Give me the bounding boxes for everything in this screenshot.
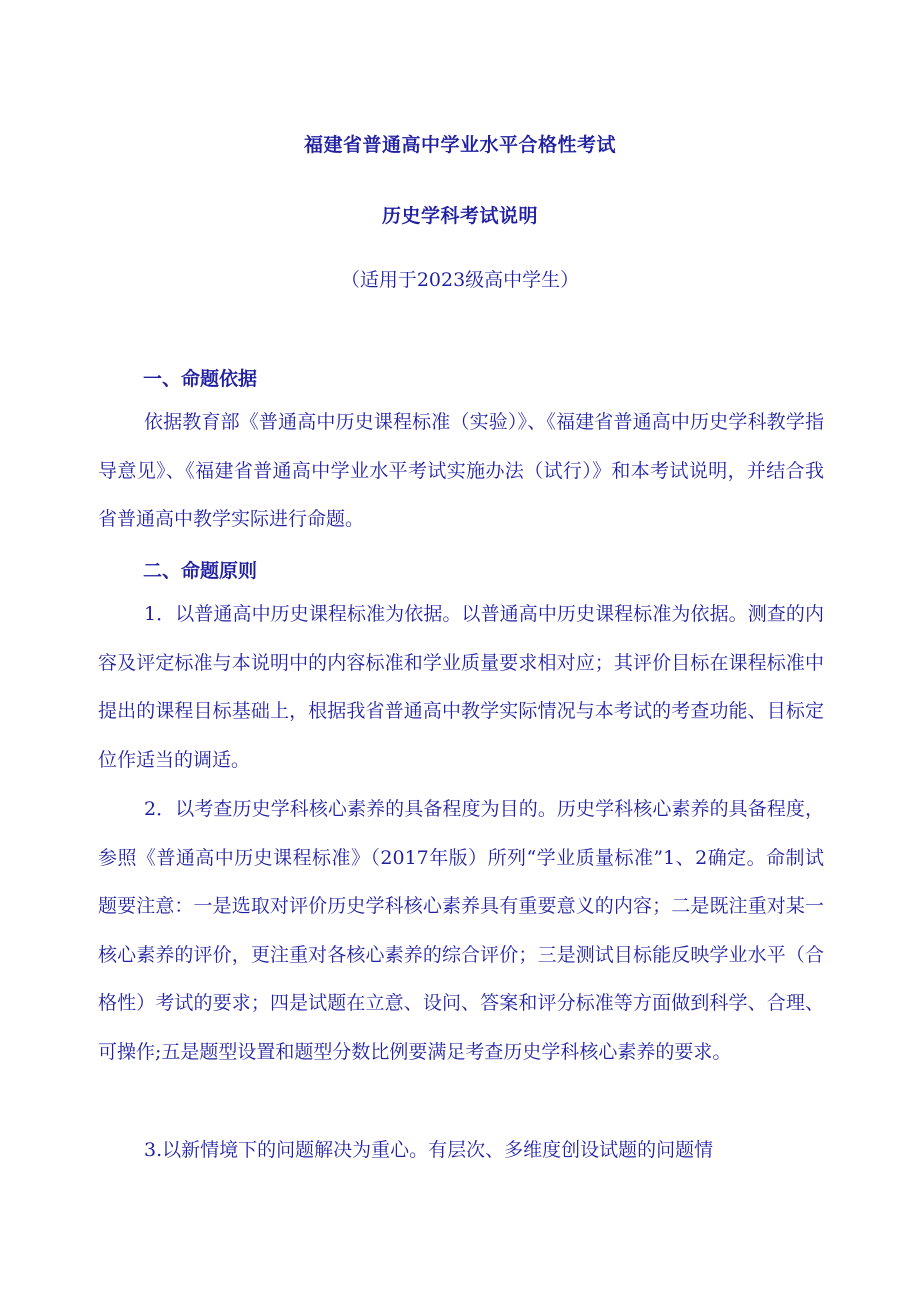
document-subject-title: 历史学科考试说明 bbox=[381, 205, 538, 227]
document-title: 福建省普通高中学业水平合格性考试 bbox=[303, 134, 616, 156]
section-heading-basis: 一、命题依据 bbox=[143, 368, 258, 390]
paragraph-basis: 依据教育部《普通高中历史课程标准（实验）》、《福建省普通高中历史学科教学指导意见》、《福建省普通高中学业水平考试实施办法（试行）》和本考试说明，并结合我省普通高中教学实际进行命题。 bbox=[98, 411, 824, 530]
paragraph-principle-2: 2．以考查历史学科核心素养的具备程度为目的。历史学科核心素养的具备程度，参照《普通高中历史课程标准》（2017年版）所列“学业质量标准”1、2确定。命制试题要注意：一是选取对评价历史学科核心素养具有重要意义的内容；二是既注重对某一核心素养的评价，更注重对各核心素养的综合评价；三是测试目标能反映学业水平（合格性）考试的要求；四是试题在立意、设问、答案和评分标准等方面做到科学、合理、可操作;五是题型设置和题型分数比例要满足考查历史学科核心素养的要求。 bbox=[98, 798, 824, 1063]
document-subtitle: （适用于2023级高中学生） bbox=[340, 269, 580, 291]
paragraph-principle-3: 3.以新情境下的问题解决为重心。有层次、多维度创设试题的问题情 bbox=[144, 1139, 714, 1161]
paragraph-principle-1: 1．以普通高中历史课程标准为依据。以普通高中历史课程标准为依据。测查的内容及评定标准与本说明中的内容标准和学业质量要求相对应；其评价目标在课程标准中提出的课程目标基础上，根据我省普通高中教学实际情况与本考试的考查功能、目标定位作适当的调适。 bbox=[98, 603, 824, 771]
section-heading-principles: 二、命题原则 bbox=[143, 560, 258, 582]
